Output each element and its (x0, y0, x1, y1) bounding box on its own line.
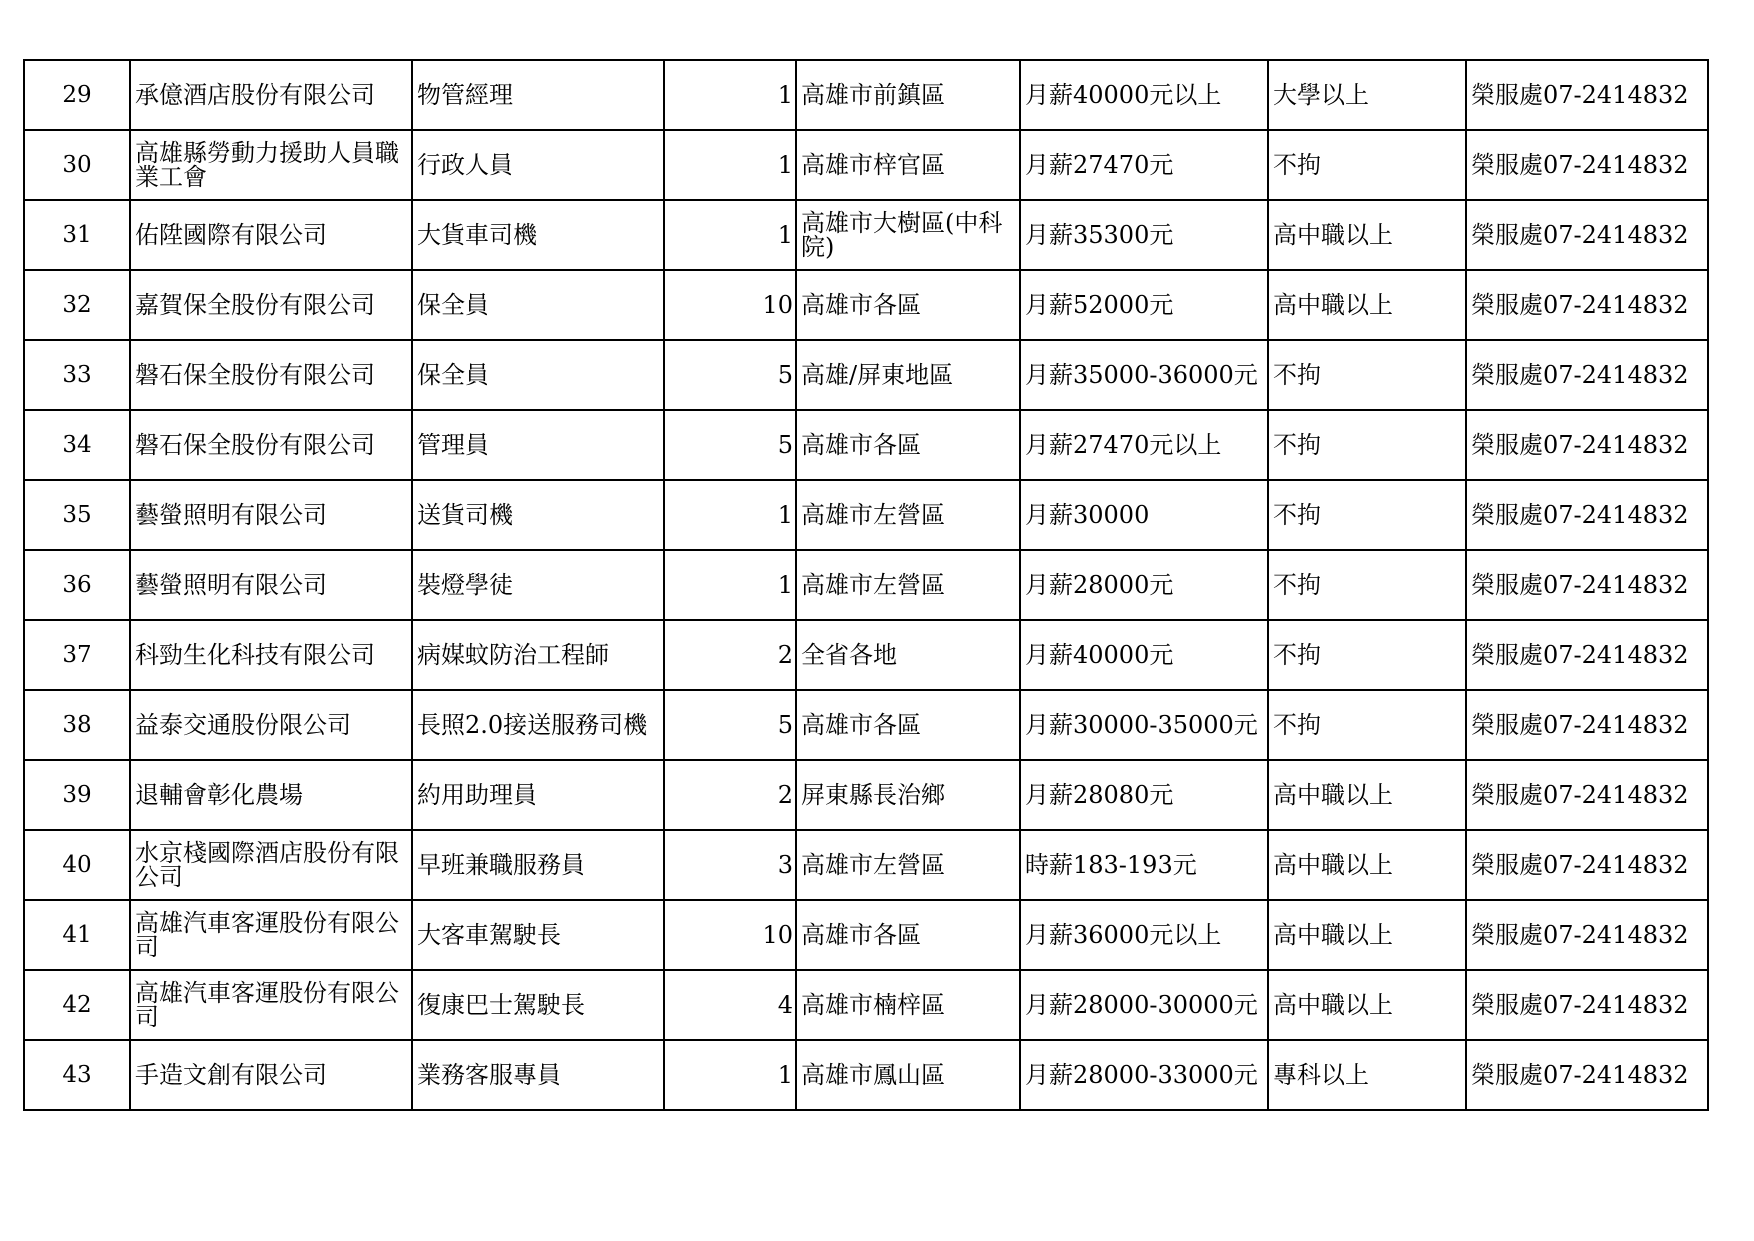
table-row (24, 970, 1708, 1040)
salary-cell: 月薪28000元 (1020, 550, 1268, 620)
salary-cell: 月薪35300元 (1020, 200, 1268, 270)
job-number-cell: 39 (24, 760, 130, 830)
work-location-cell: 屏東縣長治鄉 (796, 760, 1020, 830)
job-title-cell: 長照2.0接送服務司機 (412, 690, 664, 760)
contact-cell: 榮服處07-2414832 (1466, 130, 1708, 200)
contact-cell: 榮服處07-2414832 (1466, 900, 1708, 970)
job-number-cell: 32 (24, 270, 130, 340)
contact-cell: 榮服處07-2414832 (1466, 830, 1708, 900)
company-name-cell: 退輔會彰化農場 (130, 760, 412, 830)
education-requirement-cell: 高中職以上 (1268, 900, 1466, 970)
company-name-cell: 高雄汽車客運股份有限公司 (130, 970, 412, 1040)
job-title-cell: 管理員 (412, 410, 664, 480)
salary-cell: 月薪27470元 (1020, 130, 1268, 200)
contact-cell: 榮服處07-2414832 (1466, 480, 1708, 550)
job-number-cell: 36 (24, 550, 130, 620)
company-name-cell: 承億酒店股份有限公司 (130, 60, 412, 130)
education-requirement-cell: 不拘 (1268, 340, 1466, 410)
table-row (24, 340, 1708, 410)
table-row (24, 760, 1708, 830)
work-location-cell: 高雄市鳳山區 (796, 1040, 1020, 1110)
work-location-cell: 高雄市各區 (796, 270, 1020, 340)
education-requirement-cell: 高中職以上 (1268, 760, 1466, 830)
education-requirement-cell: 不拘 (1268, 550, 1466, 620)
salary-cell: 月薪27470元以上 (1020, 410, 1268, 480)
job-table-body (24, 60, 1708, 1110)
job-title-cell: 物管經理 (412, 60, 664, 130)
work-location-cell: 高雄市楠梓區 (796, 970, 1020, 1040)
job-number-cell: 40 (24, 830, 130, 900)
contact-cell: 榮服處07-2414832 (1466, 620, 1708, 690)
openings-count-cell: 5 (664, 340, 796, 410)
table-row (24, 900, 1708, 970)
job-number-cell: 37 (24, 620, 130, 690)
table-row (24, 410, 1708, 480)
contact-cell: 榮服處07-2414832 (1466, 200, 1708, 270)
job-number-cell: 41 (24, 900, 130, 970)
openings-count-cell: 1 (664, 480, 796, 550)
job-title-cell: 保全員 (412, 340, 664, 410)
work-location-cell: 高雄市左營區 (796, 480, 1020, 550)
openings-count-cell: 1 (664, 200, 796, 270)
company-name-cell: 磐石保全股份有限公司 (130, 410, 412, 480)
table-row (24, 550, 1708, 620)
job-title-cell: 大客車駕駛長 (412, 900, 664, 970)
education-requirement-cell: 不拘 (1268, 130, 1466, 200)
salary-cell: 月薪40000元 (1020, 620, 1268, 690)
job-number-cell: 43 (24, 1040, 130, 1110)
openings-count-cell: 10 (664, 270, 796, 340)
salary-cell: 月薪28000-30000元 (1020, 970, 1268, 1040)
job-number-cell: 42 (24, 970, 130, 1040)
company-name-cell: 水京棧國際酒店股份有限公司 (130, 830, 412, 900)
job-number-cell: 31 (24, 200, 130, 270)
company-name-cell: 佑陞國際有限公司 (130, 200, 412, 270)
work-location-cell: 高雄市大樹區(中科院) (796, 200, 1020, 270)
work-location-cell: 高雄市左營區 (796, 830, 1020, 900)
work-location-cell: 高雄市左營區 (796, 550, 1020, 620)
work-location-cell: 高雄/屏東地區 (796, 340, 1020, 410)
job-number-cell: 38 (24, 690, 130, 760)
education-requirement-cell: 不拘 (1268, 620, 1466, 690)
education-requirement-cell: 高中職以上 (1268, 830, 1466, 900)
job-title-cell: 大貨車司機 (412, 200, 664, 270)
job-listing-table (23, 59, 1709, 1111)
education-requirement-cell: 高中職以上 (1268, 970, 1466, 1040)
contact-cell: 榮服處07-2414832 (1466, 60, 1708, 130)
job-title-cell: 保全員 (412, 270, 664, 340)
education-requirement-cell: 高中職以上 (1268, 200, 1466, 270)
job-number-cell: 33 (24, 340, 130, 410)
education-requirement-cell: 不拘 (1268, 410, 1466, 480)
education-requirement-cell: 不拘 (1268, 690, 1466, 760)
table-row (24, 130, 1708, 200)
salary-cell: 月薪28000-33000元 (1020, 1040, 1268, 1110)
company-name-cell: 藝螢照明有限公司 (130, 550, 412, 620)
work-location-cell: 高雄市前鎮區 (796, 60, 1020, 130)
openings-count-cell: 1 (664, 1040, 796, 1110)
salary-cell: 月薪40000元以上 (1020, 60, 1268, 130)
openings-count-cell: 2 (664, 760, 796, 830)
job-title-cell: 裝燈學徒 (412, 550, 664, 620)
job-number-cell: 29 (24, 60, 130, 130)
contact-cell: 榮服處07-2414832 (1466, 410, 1708, 480)
company-name-cell: 藝螢照明有限公司 (130, 480, 412, 550)
table-row (24, 480, 1708, 550)
job-number-cell: 35 (24, 480, 130, 550)
company-name-cell: 手造文創有限公司 (130, 1040, 412, 1110)
table-row (24, 270, 1708, 340)
openings-count-cell: 3 (664, 830, 796, 900)
openings-count-cell: 5 (664, 410, 796, 480)
education-requirement-cell: 大學以上 (1268, 60, 1466, 130)
openings-count-cell: 1 (664, 130, 796, 200)
table-row (24, 690, 1708, 760)
job-title-cell: 約用助理員 (412, 760, 664, 830)
table-row (24, 1040, 1708, 1110)
job-title-cell: 復康巴士駕駛長 (412, 970, 664, 1040)
company-name-cell: 嘉賀保全股份有限公司 (130, 270, 412, 340)
openings-count-cell: 10 (664, 900, 796, 970)
table-row (24, 200, 1708, 270)
openings-count-cell: 2 (664, 620, 796, 690)
salary-cell: 月薪30000-35000元 (1020, 690, 1268, 760)
salary-cell: 月薪30000 (1020, 480, 1268, 550)
job-number-cell: 30 (24, 130, 130, 200)
table-row (24, 620, 1708, 690)
work-location-cell: 高雄市各區 (796, 690, 1020, 760)
company-name-cell: 科勁生化科技有限公司 (130, 620, 412, 690)
contact-cell: 榮服處07-2414832 (1466, 1040, 1708, 1110)
job-title-cell: 病媒蚊防治工程師 (412, 620, 664, 690)
contact-cell: 榮服處07-2414832 (1466, 970, 1708, 1040)
contact-cell: 榮服處07-2414832 (1466, 270, 1708, 340)
contact-cell: 榮服處07-2414832 (1466, 760, 1708, 830)
job-title-cell: 送貨司機 (412, 480, 664, 550)
work-location-cell: 高雄市梓官區 (796, 130, 1020, 200)
work-location-cell: 高雄市各區 (796, 410, 1020, 480)
education-requirement-cell: 不拘 (1268, 480, 1466, 550)
job-title-cell: 行政人員 (412, 130, 664, 200)
job-title-cell: 業務客服專員 (412, 1040, 664, 1110)
salary-cell: 時薪183-193元 (1020, 830, 1268, 900)
table-row (24, 830, 1708, 900)
salary-cell: 月薪36000元以上 (1020, 900, 1268, 970)
openings-count-cell: 1 (664, 550, 796, 620)
openings-count-cell: 1 (664, 60, 796, 130)
table-row (24, 60, 1708, 130)
job-number-cell: 34 (24, 410, 130, 480)
education-requirement-cell: 專科以上 (1268, 1040, 1466, 1110)
openings-count-cell: 5 (664, 690, 796, 760)
contact-cell: 榮服處07-2414832 (1466, 690, 1708, 760)
company-name-cell: 磐石保全股份有限公司 (130, 340, 412, 410)
contact-cell: 榮服處07-2414832 (1466, 550, 1708, 620)
education-requirement-cell: 高中職以上 (1268, 270, 1466, 340)
salary-cell: 月薪28080元 (1020, 760, 1268, 830)
work-location-cell: 全省各地 (796, 620, 1020, 690)
salary-cell: 月薪52000元 (1020, 270, 1268, 340)
salary-cell: 月薪35000-36000元 (1020, 340, 1268, 410)
contact-cell: 榮服處07-2414832 (1466, 340, 1708, 410)
company-name-cell: 益泰交通股份限公司 (130, 690, 412, 760)
openings-count-cell: 4 (664, 970, 796, 1040)
work-location-cell: 高雄市各區 (796, 900, 1020, 970)
job-title-cell: 早班兼職服務員 (412, 830, 664, 900)
company-name-cell: 高雄縣勞動力援助人員職業工會 (130, 130, 412, 200)
company-name-cell: 高雄汽車客運股份有限公司 (130, 900, 412, 970)
